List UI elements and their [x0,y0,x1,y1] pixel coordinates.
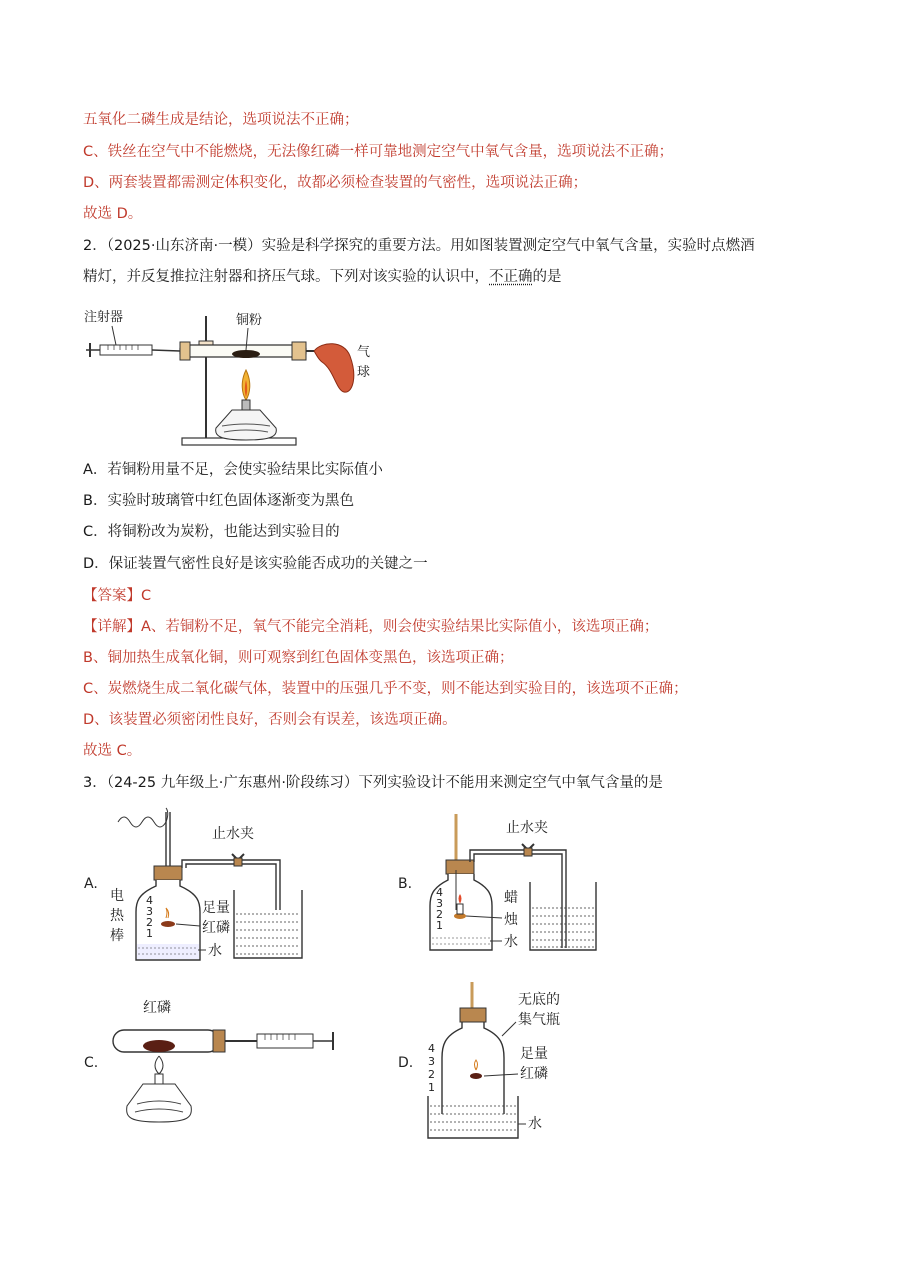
prev-answer-line: 五氧化二磷生成是结论，选项说法不正确； [83,112,359,128]
svg-text:1: 1 [146,927,153,940]
bottle-label-2: 集气瓶 [518,1012,560,1028]
balloon-label-1: 气 [357,345,371,360]
q2-option-c: C．将铜粉改为炭粉，也能达到实验目的 [83,524,340,540]
prev-answer-conclusion: 故选 D。 [83,206,143,222]
q2-stem-text-b: 的是 [532,269,562,285]
q2-conclusion: 故选 C。 [83,743,142,759]
q2-detail-a: A、若铜粉不足，氧气不能完全消耗，则会使实验结果比实际值小，该选项正确； [141,619,659,635]
svg-text:2: 2 [146,916,153,929]
q2-stem-text-a: 精灯，并反复推拉注射器和挤压气球。下列对该实验的认识中， [83,269,489,285]
svg-text:1: 1 [428,1081,435,1094]
q3-figure-d [424,978,572,1142]
q2-option-b: B．实验时玻璃管中红色固体逐渐变为黑色 [83,493,354,509]
rod-label-3: 棒 [110,928,124,944]
candle-label-2: 烛 [504,912,518,928]
q2-detail-line1 [83,617,658,637]
copper-label: 铜粉 [236,313,263,328]
q2-answer: 【答案】C [83,588,152,604]
svg-text:4: 4 [146,894,153,907]
rod-label-2: 热 [110,908,124,924]
bottle-label-1: 无底的 [518,992,560,1008]
q2-stem-line1: 2．（2025·山东济南·一模）实验是科学探究的重要方法。用如图装置测定空气中氧气含量，实验时点燃酒 [83,238,755,254]
q2-stem-line2 [83,267,562,287]
candle-label-1: 蜡 [504,890,518,906]
q2-detail-d: D、该装置必须密闭性良好，否则会有误差，该选项正确。 [83,712,457,728]
prev-answer-option-d: D、两套装置都需测定体积变化，故都必须检查装置的气密性，选项说法正确； [83,175,588,191]
q3-figure-b [424,810,600,956]
svg-text:2: 2 [428,1068,435,1081]
syringe-label: 注射器 [84,310,124,325]
svg-text:3: 3 [428,1055,435,1068]
svg-text:3: 3 [146,905,153,918]
q3-option-d-label: D. [398,1055,414,1071]
prev-answer-option-c: C、铁丝在空气中不能燃烧，无法像红磷一样可靠地测定空气中氧气含量，选项说法不正确； [83,144,674,160]
q2-detail-prefix: 【详解】 [83,619,141,635]
q2-option-d: D．保证装置气密性良好是该实验能否成功的关键之一 [83,556,428,572]
q3-stem: 3．（24-25 九年级上·广东惠州·阶段练习）下列实验设计不能用来测定空气中氧气含量的是 [83,775,663,791]
q3-figure-c [107,996,339,1126]
water-label-b: 水 [504,934,518,950]
svg-text:1: 1 [436,919,443,932]
q2-option-a: A．若铜粉用量不足，会使实验结果比实际值小 [83,462,383,478]
clamp-label-a: 止水夹 [212,826,254,842]
clamp-label-b: 止水夹 [506,820,548,836]
svg-text:4: 4 [428,1042,435,1055]
water-label-d: 水 [528,1116,542,1132]
phosphorus-label-d2: 红磷 [520,1066,548,1082]
q2-detail-c: C、炭燃烧生成二氧化碳气体，装置中的压强几乎不变，则不能达到实验目的，该选项不正确； [83,681,688,697]
water-label-a: 水 [208,943,222,959]
phosphorus-label-c: 红磷 [143,1000,171,1016]
svg-text:3: 3 [436,897,443,910]
svg-text:4: 4 [436,886,443,899]
svg-text:2: 2 [436,908,443,921]
balloon-label-2: 球 [357,365,371,380]
phosphorus-label-d1: 足量 [520,1046,548,1062]
rod-label-1: 电 [110,888,124,904]
q3-option-a-label: A. [84,876,98,892]
q3-option-c-label: C. [84,1055,99,1071]
phosphorus-label-a1: 足量 [202,900,230,916]
q3-figure-a [108,802,306,964]
q3-option-b-label: B. [398,876,413,892]
q2-stem-emphasis: 不正确 [489,269,533,285]
q2-apparatus-figure [82,296,378,450]
q2-detail-b: B、铜加热生成氧化铜，则可观察到红色固体变黑色，该选项正确； [83,650,514,666]
phosphorus-label-a2: 红磷 [202,920,230,936]
